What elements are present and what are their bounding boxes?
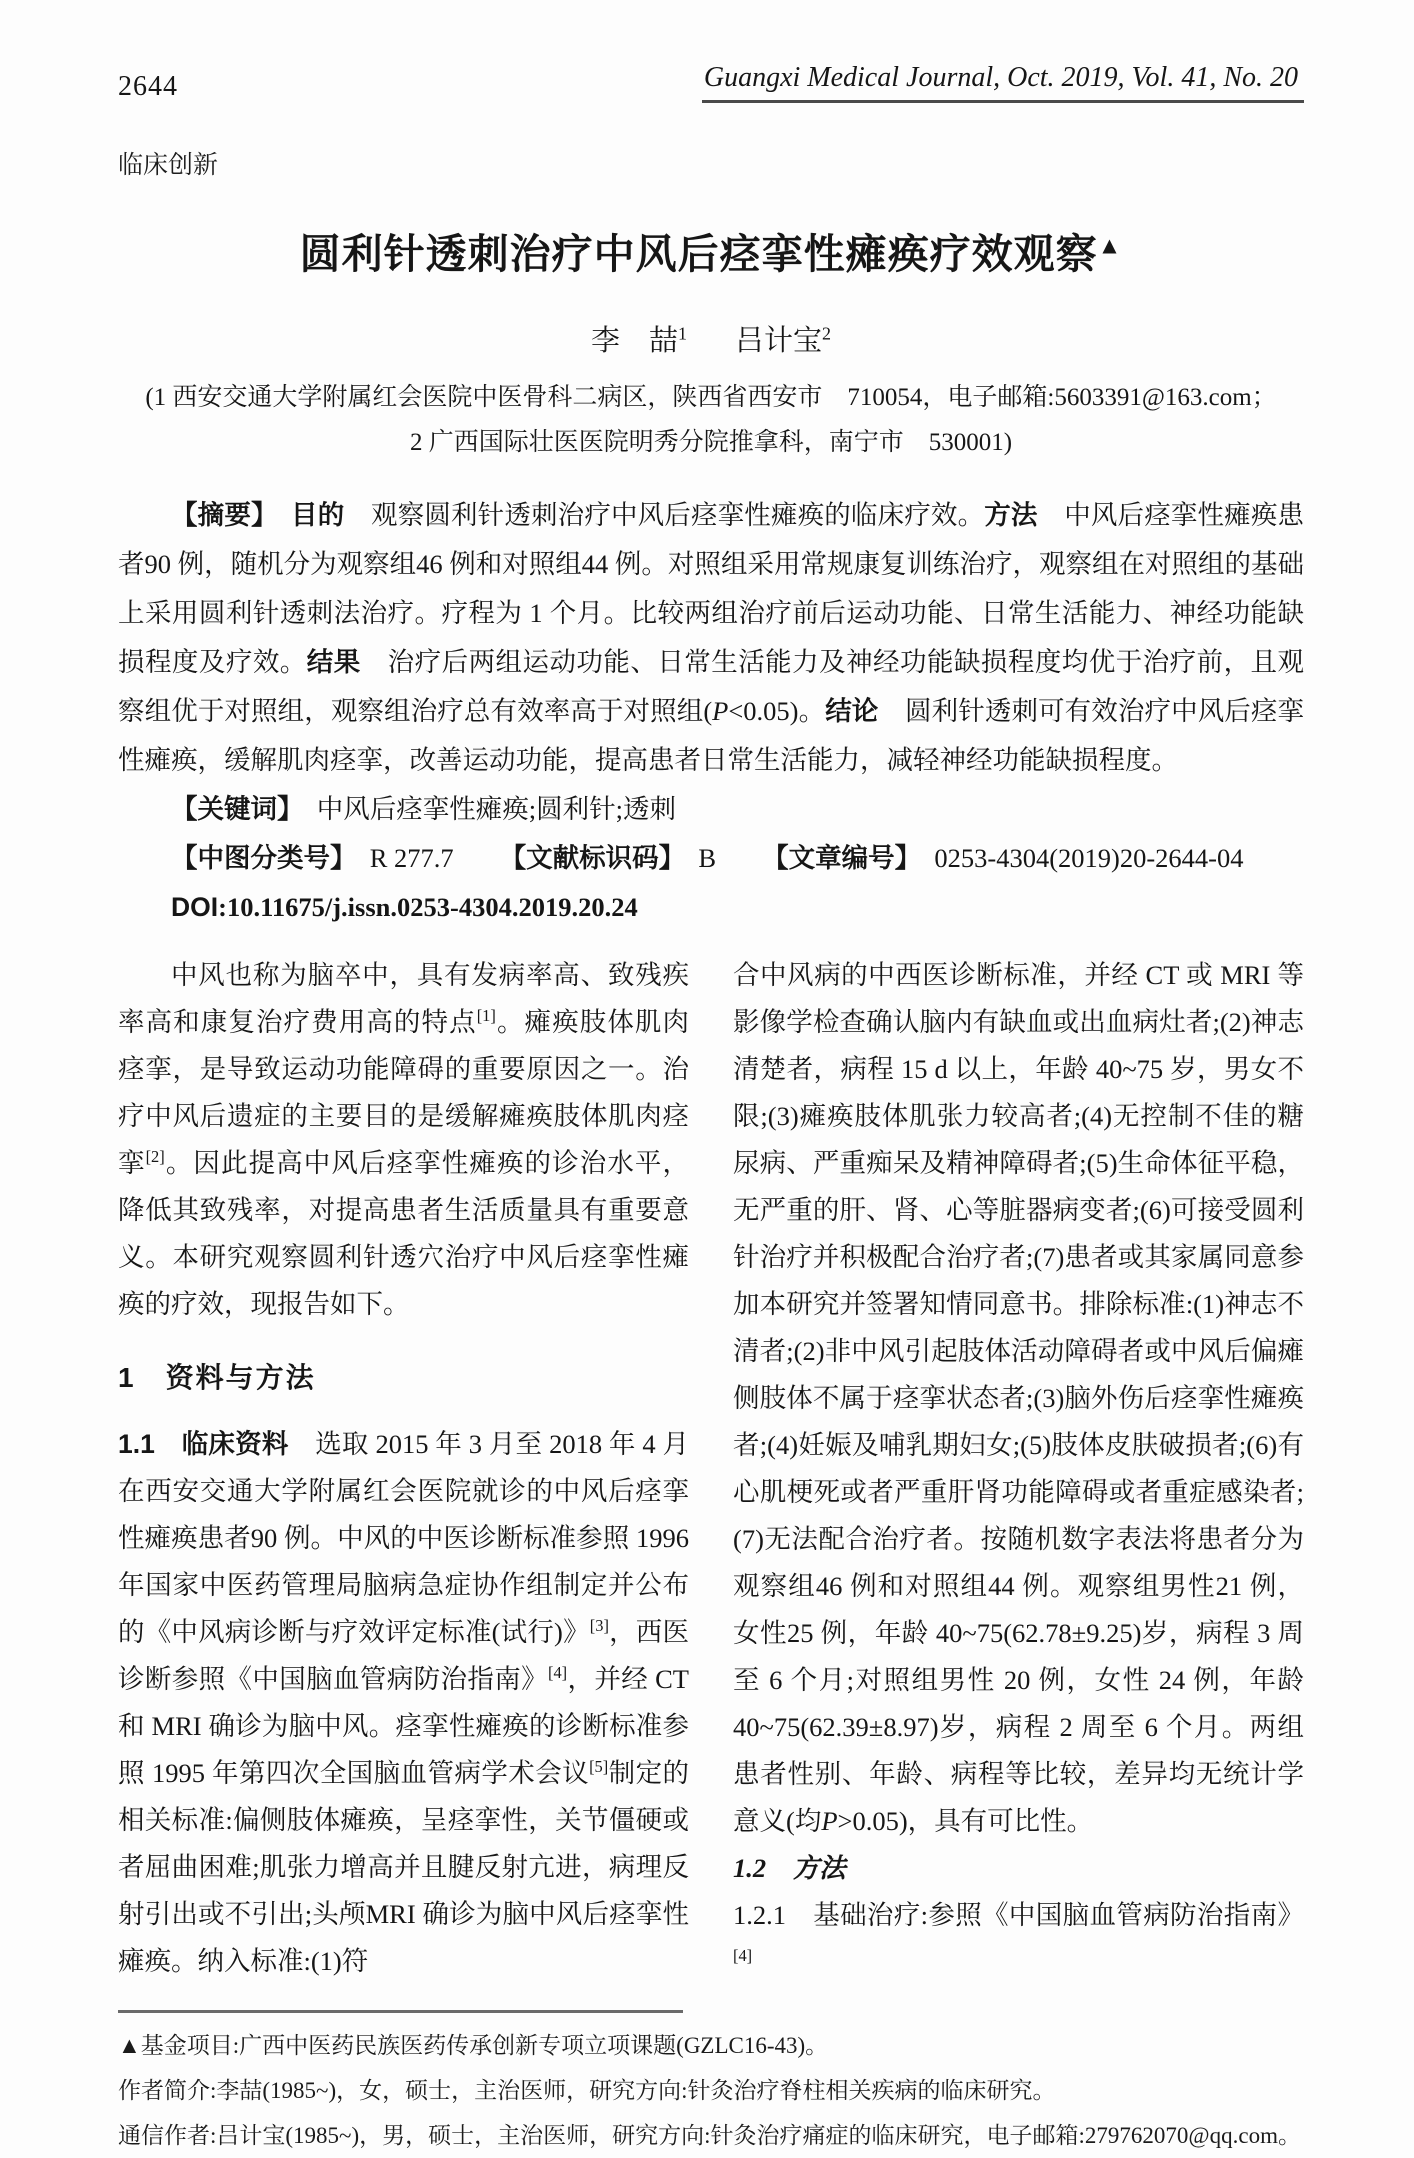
article-title-text: 圆利针透刺治疗中风后痉挛性瘫痪疗效观察 [299, 231, 1098, 277]
classification-label: 【文献标识码】 [499, 843, 672, 873]
text-segment: 中风后痉挛性瘫痪患者90 例，随机分为观察组46 例和对照组44 例。对照组采用常规康复训练治疗，观察组在对照组的基础上采用圆利针透刺法治疗。疗程为 1 个月。比较两组治疗前后运动功能、日常生活能力、神经功能缺损程度及疗效。 [118, 500, 1305, 677]
section-1-heading: 1 资料与方法 [118, 1362, 316, 1393]
keywords-label: 【关键词】 [171, 794, 291, 824]
page-header [118, 62, 1304, 103]
doi-label: DOI [171, 892, 219, 922]
classification-label: 【文章编号】 [762, 843, 908, 873]
column-rubric: 临床创新 [118, 151, 219, 179]
footnote-line: ▲基金项目:广西中医药民族医药传承创新专项立项课题(GZLC16-43)。 [118, 2033, 829, 2058]
text-segment: 【摘要】 目的 [171, 500, 345, 530]
section-1-2-1-paragraph: 1.2.1 基础治疗:参照《中国脑血管病防治指南》[4] [733, 1900, 1304, 1966]
footnote-line: 作者简介:李喆(1985~)，女，硕士，主治医师，研究方向:针灸治疗脊柱相关疾病的临床研究。 [118, 2078, 1056, 2103]
footnote-separator-rule [118, 2010, 683, 2013]
author: 吕计宝$^2$ [735, 323, 832, 357]
article-title [118, 221, 1304, 280]
section-1-1-continuation: 合中风病的中西医诊断标准，并经 CT 或 MRI 等影像学检查确认脑内有缺血或出血病灶者;(2)神志清楚者，病程 15 d 以上，年龄 40~75 岁，男女不限;(3)瘫痪肢体肌张力较高者;(4)无控制不佳的糖尿病、严重痴呆及精神障碍者;(5)生命体征平稳，无严重的肝、肾、心等脏器病变者;(6)可接受圆利针治疗并积极配合治疗者;(7)患者或其家属同意参加本研究并签署知情同意书。排除标准:(1)神志不清者;(2)非中风引起肢体活动障碍者或中风后偏瘫侧肢体不属于痉挛状态者;(3)脑外伤后痉挛性瘫痪者;(4)妊娠及哺乳期妇女;(5)肢体皮肤破损者;(6)有心肌梗死或者严重肝肾功能障碍或者重症感染者;(7)无法配合治疗者。按随机数字表法将患者分为观察组46 例和对照组44 例。观察组男性21 例，女性25 例，年龄 40~75(62.78±9.25)岁，病程 3 周至 6 个月;对照组男性 20 例，女性 24 例，年龄 40~75(62.39±8.97)岁，病程 2 周至 6 个月。两组患者性别、年龄、病程等比较，差异均无统计学意义(均P>0.05)，具有可比性。 [733, 960, 1304, 1836]
classification-item: 【中图分类号】 R 277.7 [171, 843, 454, 873]
left-column [118, 952, 689, 1986]
section-1-1-paragraph [118, 1421, 689, 1985]
text-segment: 圆利针透刺可有效治疗中风后痉挛性瘫痪，缓解肌肉痉挛，改善运动功能，提高患者日常生活能力，减轻神经功能缺损程度。 [118, 696, 1305, 775]
affil-line: (1 西安交通大学附属红会医院中医骨科二病区，陕西省西安市 710054，电子邮箱:5603391@163.com； [145, 384, 1277, 411]
classification-item: 【文献标识码】 B [499, 843, 717, 873]
abstract-paragraph [118, 491, 1304, 785]
text-segment: 结果 [306, 647, 361, 677]
doi-value: :10.11675/j.issn.0253-4304.2019.20.24 [218, 892, 638, 922]
body-columns [118, 952, 1304, 1986]
author-affiliation-superscript: 1 [678, 323, 687, 344]
text-segment: 方法 [984, 500, 1038, 530]
classification-line [118, 834, 1304, 883]
footnotes-block [118, 2010, 1304, 2158]
affil-line: 2 广西国际壮医医院明秀分院推拿科，南宁市 530001) [409, 429, 1013, 456]
right-column [733, 952, 1304, 1986]
author: 李 喆$^1$ [590, 323, 687, 357]
doi-line [118, 883, 1304, 932]
authors-line [118, 318, 1304, 359]
text-segment: 治疗后两组运动功能、日常生活能力及神经功能缺损程度均优于治疗前，且观察组优于对照组，观察组治疗总有效率高于对照组(P<0.05)。 [118, 647, 1305, 726]
intro-paragraph: 中风也称为脑卒中，具有发病率高、致残疾率高和康复治疗费用高的特点[1]。瘫痪肢体肌肉痉挛，是导致运动功能障碍的重要原因之一。治疗中风后遗症的主要目的是缓解瘫痪肢体肌肉痉挛[2]。因此提高中风后痉挛性瘫痪的诊治水平，降低其致残率，对提高患者生活质量具有重要意义。本研究观察圆利针透穴治疗中风后痉挛性瘫痪的疗效，现报告如下。 [118, 960, 690, 1319]
classification-item: 【文章编号】 0253-4304(2019)20-2644-04 [762, 843, 1244, 873]
footnote-line: 通信作者:吕计宝(1985~)，男，硕士，主治医师，研究方向:针灸治疗痛症的临床研究，电子邮箱:279762070@qq.com。 [118, 2123, 1301, 2148]
text-segment: 1.1 临床资料 [118, 1429, 289, 1459]
text-segment: 观察圆利针透刺治疗中风后痉挛性瘫痪的临床疗效。 [344, 500, 985, 530]
text-segment: 选取 2015 年 3 月至 2018 年 4 月在西安交通大学附属红会医院就诊的中风后痉挛性瘫痪患者90 例。中风的中医诊断标准参照 1996 年国家中医药管理局脑病急症协作组制定并公布的《中风病诊断与疗效评定标准(试行)》[3]，西医诊断参照《中国脑血管病防治指南》[4]，并经 CT 和 MRI 确诊为脑中风。痉挛性瘫痪的诊断标准参照 1995 年第四次全国脑血管病学术会议[5]制定的相关标准:偏侧肢体瘫痪，呈痉挛性，关节僵硬或者屈曲困难;肌张力增高并且腱反射亢进，病理反射引出或不引出;头颅MRI 确诊为脑中风后痉挛性瘫痪。纳入标准:(1)符 [118, 1429, 690, 1976]
journal-citation: Guangxi Medical Journal, Oct. 2019, Vol. 41, No. 20 [702, 62, 1304, 103]
author-affiliation-superscript: 2 [822, 323, 832, 344]
keywords-line [118, 785, 1304, 834]
affiliations [118, 375, 1304, 465]
section-1-2-heading: 1.2 方法 [733, 1853, 846, 1883]
keywords-text: 中风后痉挛性瘫痪;圆利针;透刺 [290, 794, 676, 824]
footnote-lines [118, 2023, 1304, 2158]
classification-label: 【中图分类号】 [171, 843, 344, 873]
funding-triangle-marker: ▲ [1097, 232, 1123, 260]
text-segment: 结论 [825, 696, 879, 726]
page-number: 2644 [118, 71, 178, 102]
